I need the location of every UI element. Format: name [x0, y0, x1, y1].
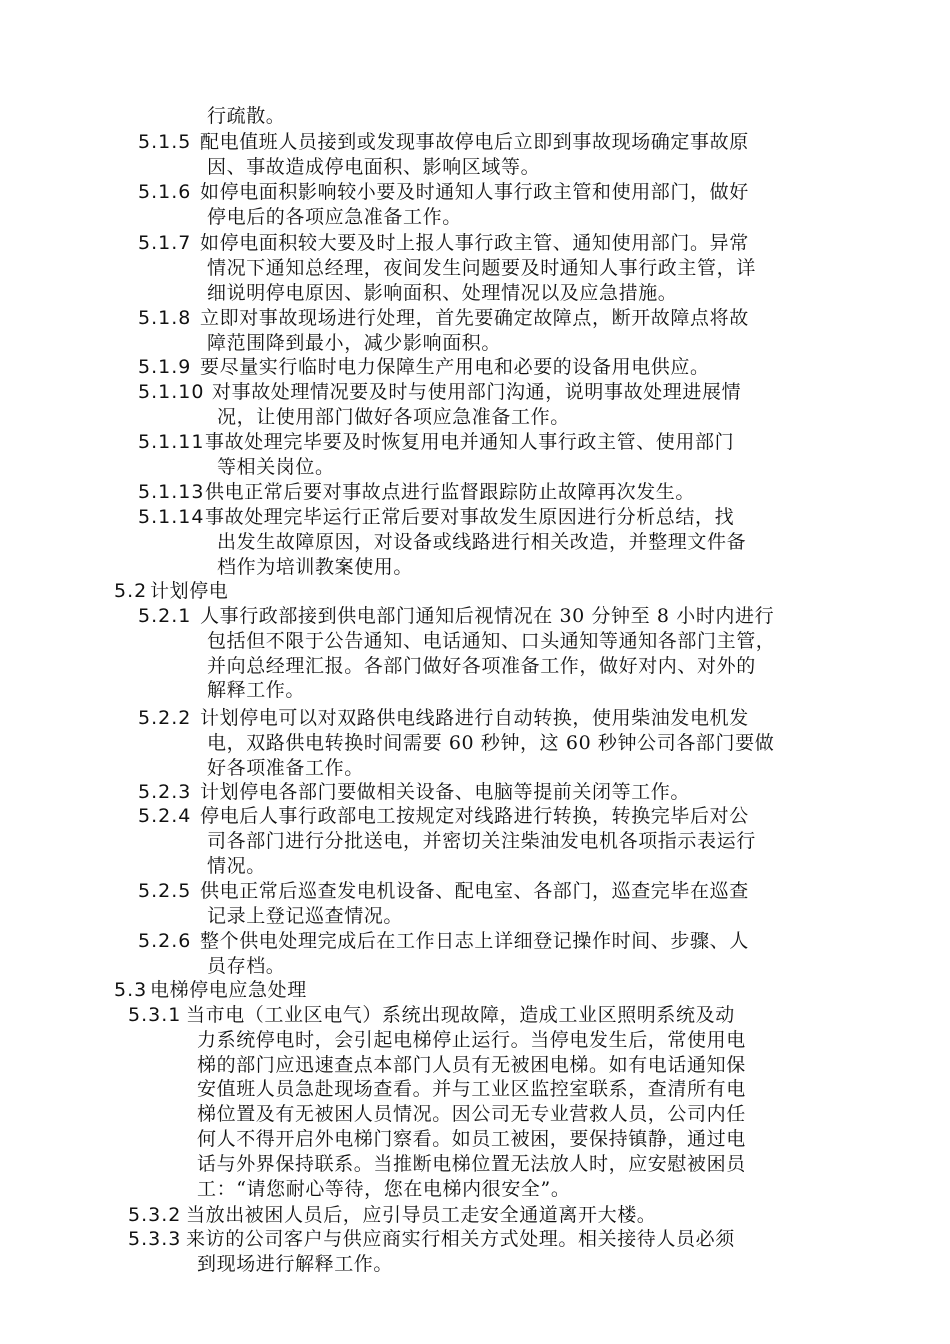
item-text-line: 供电正常后要对事故点进行监督跟踪防止故障再次发生。 [205, 481, 696, 503]
item-text-line: 出发生故障原因，对设备或线路进行相关改造，并整理文件备 [217, 531, 747, 553]
item-text-line: 情况。 [207, 855, 266, 877]
item-number: 5.1.13 [138, 481, 205, 503]
item-text-line: 对事故处理情况要及时与使用部门沟通，说明事故处理进展情 [212, 381, 742, 403]
item-text-line: 何人不得开启外电梯门察看。如员工被困，要保持镇静，通过电 [197, 1128, 746, 1150]
item-text-line: 障范围降到最小，减少影响面积。 [207, 332, 502, 354]
item-text-line: 档作为培训教案使用。 [217, 556, 414, 578]
item-text-line: 停电后的各项应急准备工作。 [207, 206, 462, 228]
item-text-line: 计划停电 [150, 580, 229, 602]
item-number: 5.2.6 [138, 930, 192, 952]
item-number: 5.2.2 [138, 707, 192, 729]
item-text-line: 解释工作。 [207, 679, 306, 701]
item-number: 5.2 [114, 580, 148, 602]
item-number: 5.2.1 [138, 605, 192, 627]
item-text-line: 配电值班人员接到或发现事故停电后立即到事故现场确定事故原 [200, 131, 749, 153]
item-text-line: 停电后人事行政部电工按规定对线路进行转换，转换完毕后对公 [200, 805, 749, 827]
item-number: 5.2.5 [138, 880, 192, 902]
item-text-line: 梯位置及有无被困人员情况。因公司无专业营救人员，公司内任 [197, 1103, 746, 1125]
item-number: 5.2.4 [138, 805, 192, 827]
item-number: 5.2.3 [138, 781, 192, 803]
item-text-line: 情况下通知总经理，夜间发生问题要及时通知人事行政主管，详 [207, 257, 756, 279]
item-text-line: 力系统停电时，会引起电梯停止运行。当停电发生后，常使用电 [197, 1029, 746, 1051]
item-text-line: 话与外界保持联系。当推断电梯位置无法放人时，应安慰被困员 [197, 1153, 746, 1175]
item-number: 5.3.3 [128, 1228, 182, 1250]
item-text-line: 细说明停电原因、影响面积、处理情况以及应急措施。 [207, 282, 678, 304]
item-number: 5.1.10 [138, 381, 205, 403]
item-number: 5.1.9 [138, 356, 192, 378]
item-number: 5.1.5 [138, 131, 192, 153]
item-text-line: 电，双路供电转换时间需要 60 秒钟，这 60 秒钟公司各部门要做 [207, 732, 775, 754]
item-number: 5.1.7 [138, 232, 192, 254]
item-text-line: 要尽量实行临时电力保障生产用电和必要的设备用电供应。 [200, 356, 710, 378]
item-text-line: 事故处理完毕运行正常后要对事故发生原因进行分析总结，找 [205, 506, 735, 528]
item-text-line: 当放出被困人员后，应引导员工走安全通道离开大楼。 [186, 1204, 657, 1226]
item-text-line: 计划停电可以对双路供电线路进行自动转换，使用柴油发电机发 [200, 707, 749, 729]
item-text-line: 如停电面积较大要及时上报人事行政主管、通知使用部门。异常 [200, 232, 749, 254]
continuation-text: 行疏散。 [207, 105, 286, 127]
item-number: 5.1.8 [138, 307, 192, 329]
item-text-line: 到现场进行解释工作。 [197, 1253, 394, 1275]
item-text-line: 电梯停电应急处理 [150, 979, 307, 1001]
item-text-line: 计划停电各部门要做相关设备、电脑等提前关闭等工作。 [200, 781, 691, 803]
item-text-line: 整个供电处理完成后在工作日志上详细登记操作时间、步骤、人 [200, 930, 749, 952]
item-number: 5.1.6 [138, 181, 192, 203]
item-text-line: 供电正常后巡查发电机设备、配电室、各部门，巡查完毕在巡查 [200, 880, 749, 902]
item-text-line: 如停电面积影响较小要及时通知人事行政主管和使用部门，做好 [200, 181, 749, 203]
item-text-line: 员存档。 [207, 955, 286, 977]
item-text-line: 当市电（工业区电气）系统出现故障，造成工业区照明系统及动 [186, 1004, 735, 1026]
item-text-line: 司各部门进行分批送电，并密切关注柴油发电机各项指示表运行 [207, 830, 756, 852]
item-text-line: 包括但不限于公告通知、电话通知、口头通知等通知各部门主管， [207, 630, 776, 652]
item-text-line: 来访的公司客户与供应商实行相关方式处理。相关接待人员必须 [186, 1228, 735, 1250]
item-text-line: 工：“请您耐心等待，您在电梯内很安全”。 [197, 1178, 571, 1200]
item-text-line: 等相关岗位。 [217, 456, 335, 478]
item-number: 5.1.14 [138, 506, 205, 528]
item-text-line: 记录上登记巡查情况。 [207, 905, 404, 927]
item-number: 5.3.2 [128, 1204, 182, 1226]
item-text-line: 并向总经理汇报。各部门做好各项准备工作，做好对内、对外的 [207, 655, 756, 677]
item-text-line: 况，让使用部门做好各项应急准备工作。 [217, 406, 570, 428]
item-text-line: 因、事故造成停电面积、影响区域等。 [207, 156, 541, 178]
item-text-line: 安值班人员急赴现场查看。并与工业区监控室联系，查清所有电 [197, 1078, 746, 1100]
item-text-line: 好各项准备工作。 [207, 757, 364, 779]
item-number: 5.3 [114, 979, 148, 1001]
item-text-line: 人事行政部接到供电部门通知后视情况在 30 分钟至 8 小时内进行 [200, 605, 775, 627]
item-text-line: 立即对事故现场进行处理，首先要确定故障点，断开故障点将故 [200, 307, 749, 329]
item-text-line: 梯的部门应迅速查点本部门人员有无被困电梯。如有电话通知保 [197, 1054, 746, 1076]
item-text-line: 事故处理完毕要及时恢复用电并通知人事行政主管、使用部门 [205, 431, 735, 453]
item-number: 5.3.1 [128, 1004, 182, 1026]
item-number: 5.1.11 [138, 431, 205, 453]
